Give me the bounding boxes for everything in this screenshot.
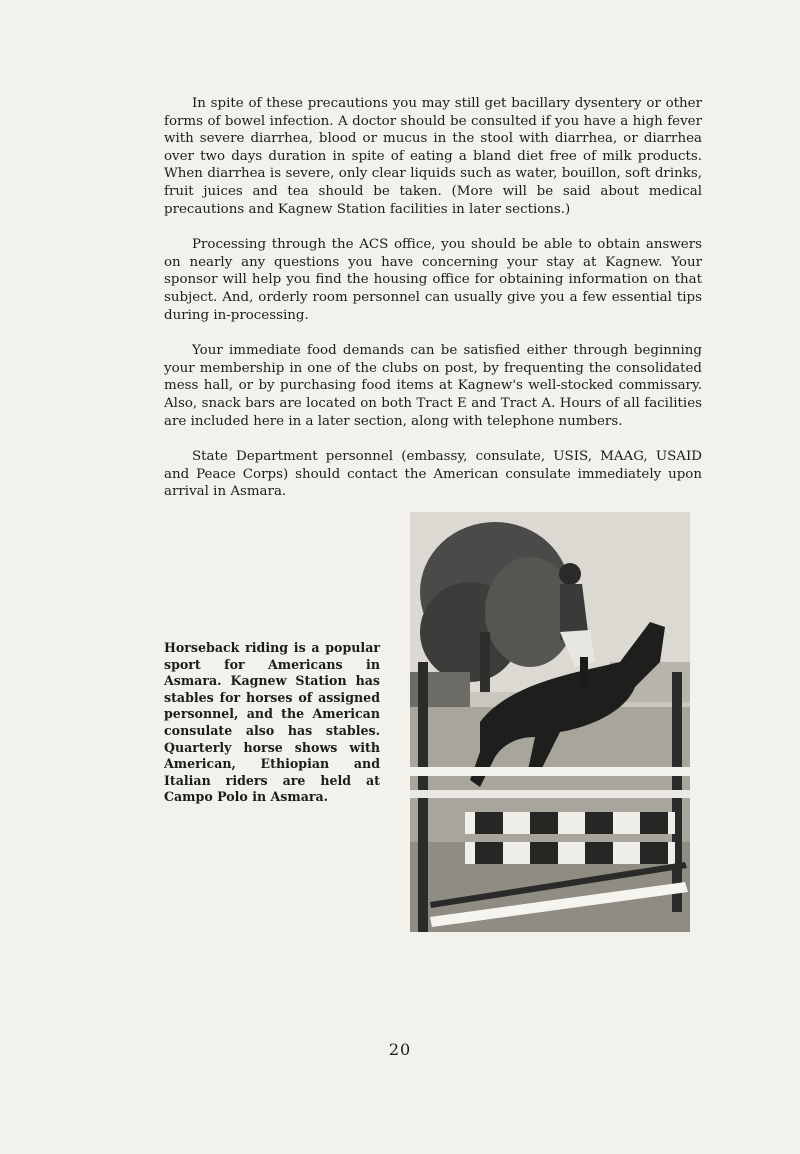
page-number: 20 [388,1040,412,1059]
paragraph-dysentery: In spite of these precautions you may still get bacillary dysentery or other forms of bowel infection. A doctor should be consulted if you have a high fever with severe diarrhea, blood or mucus in the stool with diarrhea, or diarrhea over two days duration in spite of eating a bland diet free of milk products. When diarrhea is severe, only clear liquids such as water, bouillon, soft drinks, fruit juices and tea should be taken. (More will be said about medical precautions and Kagnew Station facilities in later sections.) [164,96,702,217]
paragraph-food: Your immediate food demands can be satisfied either through beginning your membership in one of the clubs on post, by frequenting the consolidated mess hall, or by purchasing food items at Kagnew's well-stocked commissary. Also, snack bars are located on both Tract E and Tract A. Hours of all facilities are included here in a later section, along with telephone numbers. [164,343,702,429]
paragraph-acs-office: Processing through the ACS office, you should be able to obtain answers on nearly any questions you have concerning your stay at Kagnew. Your sponsor will help you find the housing office for obtaining information on that subject. And, orderly room personnel can usually give you a few essential tips during in-processing. [164,237,702,323]
horse-jump-photo [410,512,690,932]
horse-jump-illustration [410,512,690,932]
body-text [164,95,702,519]
photo-caption: Horseback riding is a popular sport for Americans in Asmara. Kagnew Station has stables for horses of assigned personnel, and the American consulate also has stables. Quarterly horse shows with American, Ethiopian and Italian riders are held at Campo Polo in Asmara. [164,640,380,805]
paragraph-state-department: State Department personnel (embassy, consulate, USIS, MAAG, USAID and Peace Corps) should contact the American consulate immediately upon arrival in Asmara. [164,449,702,500]
